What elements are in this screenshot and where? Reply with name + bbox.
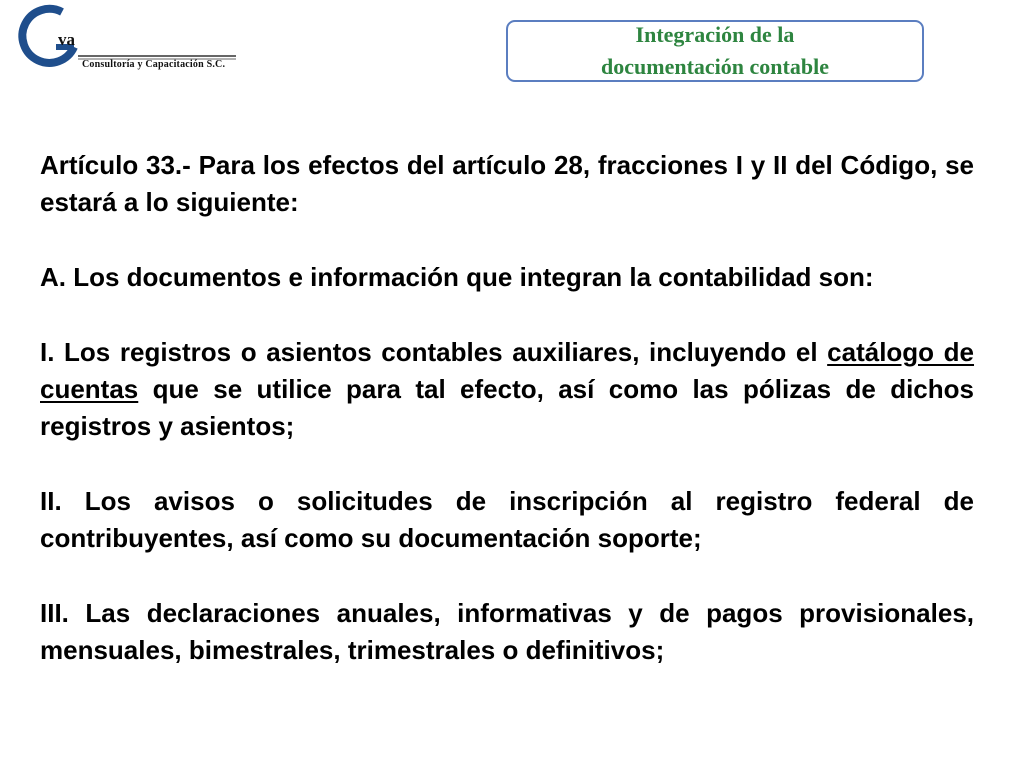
company-logo [4,2,244,82]
section-a-paragraph: A. Los documentos e información que integran la contabilidad son: [40,262,874,292]
article-paragraph: Artículo 33.- Para los efectos del artículo 28, fracciones I y II del Código, se estará a lo siguiente: [40,150,974,217]
fraction-ii-paragraph: II. Los avisos o solicitudes de inscripción al registro federal de contribuyentes, así como su documentación soporte; [40,486,974,553]
fraction-iii-paragraph: III. Las declaraciones anuales, informativas y de pagos provisionales, mensuales, bimestrales, trimestrales o definitivos; [40,598,974,665]
logo-letters: va [58,30,75,49]
slide-title-line-2: documentación contable [601,54,829,79]
fraction-i-text-start: I. Los registros o asientos contables auxiliares, incluyendo el [40,337,828,367]
slide-body [40,147,974,707]
logo-g-mark-icon [4,2,244,82]
slide-title [506,20,924,82]
fraction-i-paragraph [40,334,974,445]
catalogo-de-cuentas-link[interactable]: catálogo de cuentas [40,337,975,404]
logo-tagline: Consultoría y Capacitación S.C. [82,59,226,70]
fraction-i-text-end: que se utilice para tal efecto, así como las pólizas de dichos registros y asientos; [40,374,974,441]
slide-title-line-1: Integración de la [635,22,795,47]
